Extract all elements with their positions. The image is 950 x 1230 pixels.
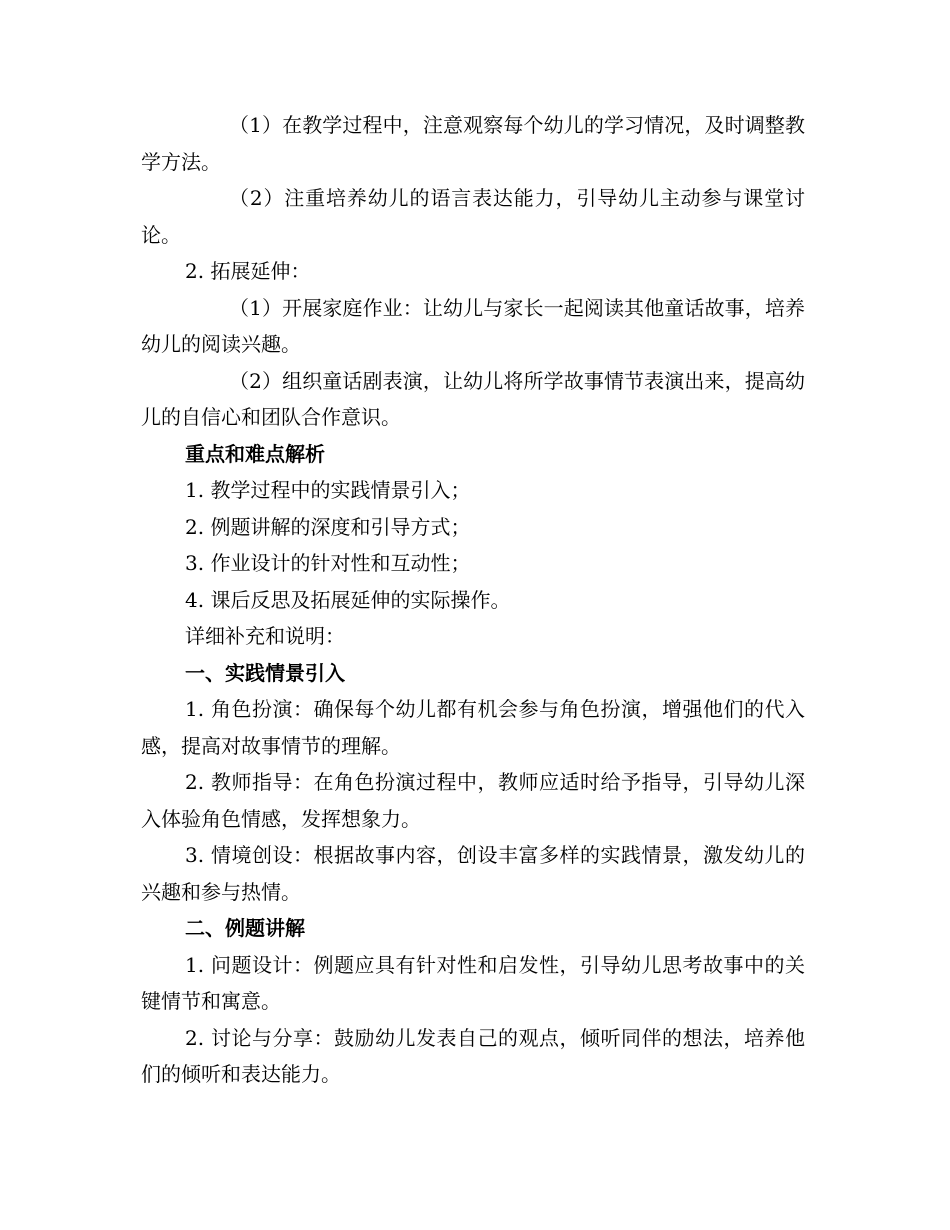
paragraph-extension-heading: 2. 拓展延伸： bbox=[185, 259, 311, 283]
paragraph-discussion-sharing: 2. 讨论与分享：鼓励幼儿发表自己的观点，倾听同伴的想法，培养他们的倾听和表达能力。 bbox=[141, 1025, 805, 1086]
paragraph-language-expression: （2）注重培养幼儿的语言表达能力，引导幼儿主动参与课堂讨论。 bbox=[141, 186, 805, 247]
paragraph-question-design: 1. 问题设计：例题应具有针对性和启发性，引导幼儿思考故事中的关键情节和寓意。 bbox=[141, 952, 805, 1013]
list-item-key-point-3: 3. 作业设计的针对性和互动性； bbox=[185, 551, 471, 575]
section-heading-example-explanation: 二、例题讲解 bbox=[185, 916, 305, 940]
list-item-key-point-2: 2. 例题讲解的深度和引导方式； bbox=[185, 514, 471, 539]
paragraph-supplement-intro: 详细补充和说明： bbox=[185, 624, 345, 648]
list-item-key-point-1: 1. 教学过程中的实践情景引入； bbox=[185, 478, 471, 502]
paragraph-drama-performance: （2）组织童话剧表演，让幼儿将所学故事情节表演出来，提高幼儿的自信心和团队合作意识。 bbox=[141, 368, 805, 429]
list-item-key-point-4: 4. 课后反思及拓展延伸的实际操作。 bbox=[185, 587, 511, 612]
paragraph-observe-children: （1）在教学过程中，注意观察每个幼儿的学习情况，及时调整教学方法。 bbox=[141, 113, 805, 174]
paragraph-teacher-guidance: 2. 教师指导：在角色扮演过程中，教师应适时给予指导，引导幼儿深入体验角色情感，发挥想象力。 bbox=[141, 770, 805, 831]
paragraph-role-play: 1. 角色扮演：确保每个幼儿都有机会参与角色扮演，增强他们的代入感，提高对故事情节的理解。 bbox=[141, 697, 805, 758]
paragraph-scenario-creation: 3. 情境创设：根据故事内容，创设丰富多样的实践情景，激发幼儿的兴趣和参与热情。 bbox=[141, 843, 805, 904]
section-heading-key-points: 重点和难点解析 bbox=[185, 441, 325, 466]
paragraph-homework: （1）开展家庭作业：让幼儿与家长一起阅读其他童话故事，培养幼儿的阅读兴趣。 bbox=[141, 295, 805, 356]
document-body bbox=[141, 107, 805, 1093]
section-heading-practice-scenario: 一、实践情景引入 bbox=[185, 660, 345, 685]
